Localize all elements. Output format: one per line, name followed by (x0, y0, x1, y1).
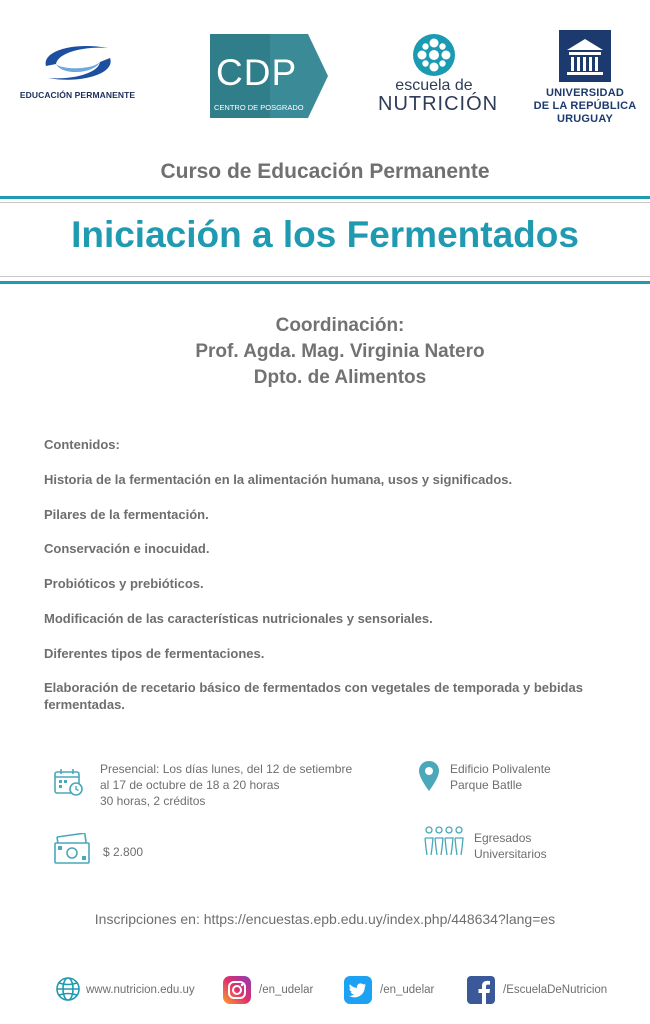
schedule-line: Presencial: Los días lunes, del 12 de setiembre (100, 762, 353, 776)
money-icon (54, 833, 90, 865)
coordination-label: Coordinación: (275, 315, 405, 336)
content-item: Conservación e inocuidad. (44, 541, 210, 556)
content-item: Diferentes tipos de fermentaciones. (44, 646, 265, 661)
schedule-line: 30 horas, 2 créditos (100, 794, 206, 808)
audience-text (474, 830, 547, 862)
udelar-logo (527, 30, 643, 126)
educacion-permanente-swoosh-icon (36, 40, 120, 86)
udelar-line-2: DE LA REPÚBLICA (533, 100, 637, 112)
location-line: Parque Batlle (450, 778, 523, 792)
content-item: Modificación de las características nutricionales y sensoriales. (44, 611, 433, 626)
udelar-building-icon (559, 30, 611, 82)
department-name: Dpto. de Alimentos (253, 367, 427, 388)
nutricion-big-text: NUTRICIÓN (378, 93, 499, 115)
cdp-logo (210, 34, 328, 118)
schedule-line: al 17 de octubre de 18 a 20 horas (100, 778, 280, 792)
educacion-permanente-logo (10, 40, 145, 104)
people-group-icon (424, 826, 464, 856)
globe-icon (55, 976, 81, 1002)
coordination-block (150, 313, 530, 391)
content-item: Elaboración de recetario básico de fermentados con vegetales de temporada y bebidas fermentadas. (44, 680, 583, 712)
content-item: Historia de la fermentación en la alimentación humana, usos y significados. (44, 472, 513, 487)
website-link[interactable]: www.nutricion.edu.uy (86, 984, 195, 996)
educacion-permanente-text: EDUCACIÓN PERMANENTE (19, 90, 136, 100)
facebook-icon[interactable] (467, 976, 495, 1004)
location-text (450, 761, 551, 793)
top-grey-rule (0, 202, 650, 203)
location-pin-icon (418, 760, 440, 792)
twitter-handle[interactable]: /en_udelar (380, 984, 435, 996)
nutrition-flower-icon (412, 33, 456, 77)
inscriptions-link[interactable]: Inscripciones en: https://encuestas.epb.edu.uy/index.php/448634?lang=es (94, 911, 556, 927)
top-teal-rule (0, 196, 650, 199)
calendar-icon (54, 768, 84, 796)
content-item: Pilares de la fermentación. (44, 507, 209, 522)
facebook-handle[interactable]: /EscuelaDeNutricion (503, 984, 608, 996)
bottom-grey-rule (0, 276, 650, 277)
location-line: Edificio Polivalente (450, 762, 551, 776)
instagram-handle[interactable]: /en_udelar (259, 984, 314, 996)
twitter-icon[interactable] (344, 976, 372, 1004)
audience-line: Egresados (474, 831, 532, 845)
escuela-nutricion-logo (378, 33, 499, 115)
schedule-text (100, 761, 352, 809)
bottom-teal-rule (0, 281, 650, 284)
course-title: Iniciación a los Fermentados (71, 214, 579, 255)
udelar-line-1: UNIVERSIDAD (546, 87, 624, 99)
coordinator-name: Prof. Agda. Mag. Virginia Natero (195, 341, 485, 362)
udelar-line-3: URUGUAY (556, 113, 613, 125)
audience-line: Universitarios (474, 847, 547, 861)
cdp-acronym: CDP (216, 52, 298, 93)
instagram-icon[interactable] (223, 976, 251, 1004)
price-text: $ 2.800 (103, 845, 144, 859)
cdp-subtext: CENTRO DE POSGRADO (214, 103, 304, 112)
nutricion-small-text: escuela de (395, 77, 473, 94)
course-type-subtitle: Curso de Educación Permanente (160, 160, 490, 183)
contents-heading: Contenidos: (44, 437, 120, 452)
content-item: Probióticos y prebióticos. (44, 576, 204, 591)
